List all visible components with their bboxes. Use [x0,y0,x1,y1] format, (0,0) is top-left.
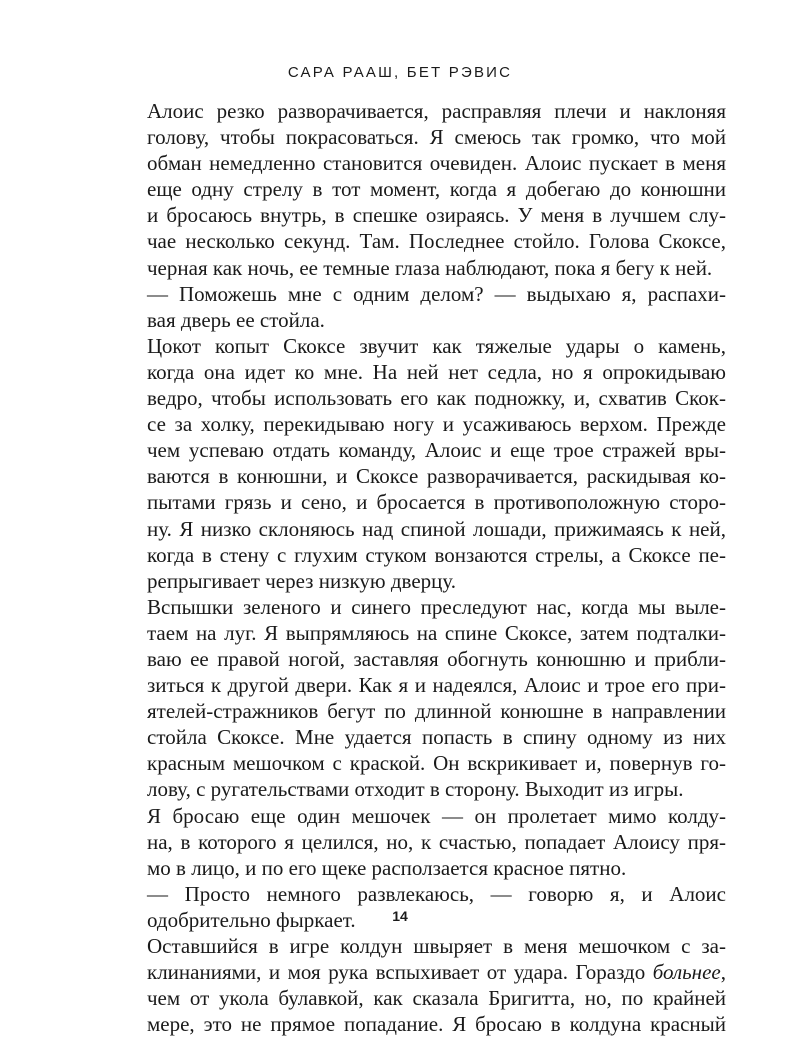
text-line: одобрительно фыркает. [147,907,356,932]
paragraph-1 [115,98,726,281]
paragraph-4 [115,594,726,803]
text-line: мо в лицо, и по его щеке расползается красное пятно. [147,855,627,880]
text-line: на, в которого я целился, но, к счастью, попадает Алоису пря- [147,829,726,854]
text-line: Я бросаю еще один мешочек — он пролетает мимо колду- [147,803,726,828]
text-line: обман немедленно становится очевиден. Алоис пускает в меня [147,151,726,176]
text-line: и бросаюсь внутрь, в спешке озираясь. У меня в лучшем слу- [147,203,726,228]
text-line: ятелей-стражников бегут по длинной конюшне в направлении [147,699,726,724]
paragraph-6 [115,881,726,933]
text-line: лову, с ругательствами отходит в сторону. Выходит из игры. [147,777,684,802]
text-line: ваются в конюшни, и Скоксе разворачивается, раскидывая ко- [147,464,726,489]
text-fragment: , [720,960,726,985]
text-line: чае несколько секунд. Там. Последнее стойло. Голова Скоксе, [147,229,726,254]
emphasized-word: больнее [652,960,721,985]
paragraph-5 [115,803,726,881]
text-line: ну. Я низко склоняюсь над спиной лошади, прижимаясь к ней, [147,516,726,541]
text-fragment: клинаниями, и моя рука вспыхивает от удара. Гораздо [147,960,653,985]
text-line: вая дверь ее стойла. [147,307,325,332]
text-line: Оставшийся в игре колдун швыряет в меня мешочком с за- [147,934,726,958]
text-line: Алоис резко разворачивается, расправляя плечи и наклоняя [147,99,726,123]
text-line: еще одну стрелу в тот момент, когда я добегаю до конюшни [147,177,726,202]
text-line: — Просто немного развлекаюсь, — говорю я, и Алоис [147,881,726,906]
text-line: таем на луг. Я выпрямляюсь на спине Скоксе, затем подталки- [147,620,726,645]
text-line: репрыгивает через низкую дверцу. [147,568,457,593]
page-number: 14 [392,908,408,924]
text-line: когда в стену с глухим стуком вонзаются стрелы, а Скоксе пе- [147,542,726,567]
text-line: стойла Скоксе. Мне удается попасть в спину одному из них [147,725,726,750]
text-line: когда она идет ко мне. На ней нет седла, но я опрокидываю [147,359,726,384]
paragraph-7 [115,933,726,1037]
text-line: мере, это не прямое попадание. Я бросаю в колдуна красный [147,1012,726,1037]
text-line: се за холку, перекидываю ногу и усаживаюсь верхом. Прежде [147,412,726,437]
text-line: ведро, чтобы использовать его как подножку, и, схватив Скок- [147,386,726,411]
text-line: Вспышки зеленого и синего преследуют нас, когда мы выле- [147,594,726,619]
text-line-with-emphasis [115,959,726,985]
text-line: красным мешочком с краской. Он вскрикивает и, повернув го- [147,751,726,776]
paragraph-2 [115,281,726,333]
text-line: — Поможешь мне с одним делом? — выдыхаю я, распахи- [147,281,726,306]
text-line: пытами грязь и сено, и бросается в противоположную сторо- [147,490,726,515]
text-line: чем успеваю отдать команду, Алоис и еще трое стражей вры- [147,438,726,463]
text-line: чем от укола булавкой, как сказала Бригитта, но, по крайней [147,986,726,1011]
text-line: голову, чтобы покрасоваться. Я смеюсь так громко, что мой [147,125,726,150]
text-line: ваю ее правой ногой, заставляя обогнуть конюшню и прибли- [147,646,726,671]
text-line: Цокот копыт Скоксе звучит как тяжелые удары о камень, [147,333,726,358]
text-line: зиться к другой двери. Как я и надеялся, Алоис и трое его при- [147,673,726,698]
paragraph-3 [115,333,726,594]
text-line: черная как ночь, ее темные глаза наблюдают, пока я бегу к ней. [147,255,713,280]
body-text [115,98,726,1037]
running-header: САРА РААШ, БЕТ РЭВИС [287,64,513,81]
